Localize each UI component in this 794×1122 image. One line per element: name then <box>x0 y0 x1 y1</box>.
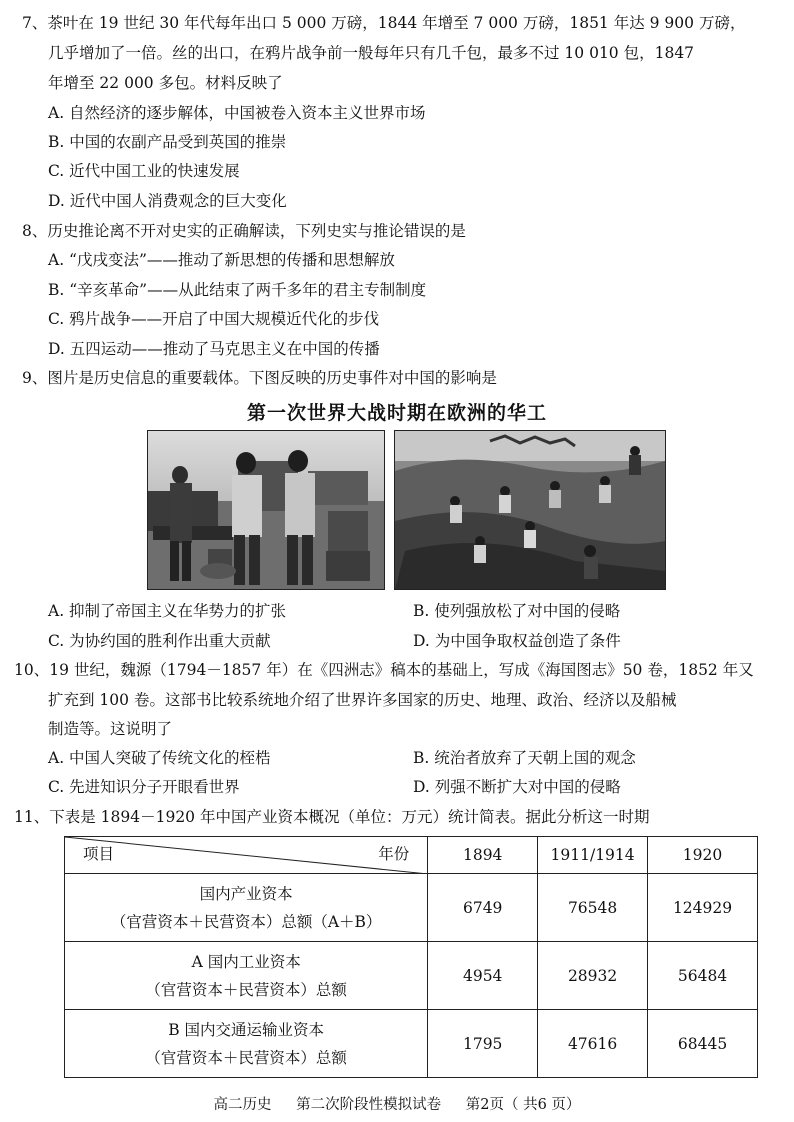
q10-stem-line-3: 制造等。这说明了 <box>48 720 173 738</box>
q8-stem: 8、历史推论离不开对史实的正确解读，下列史实与推论错误的是 <box>22 222 466 240</box>
q7-option-a: A. 自然经济的逐步解体，中国被卷入资本主义世界市场 <box>48 104 426 122</box>
q10-option-c: C. 先进知识分子开眼看世界 <box>48 778 240 796</box>
table-cell: 76548 <box>538 874 648 942</box>
row-label-line-1: 国内产业资本 <box>199 884 293 903</box>
q10-option-b: B. 统治者放弃了天朝上国的观念 <box>413 749 636 767</box>
header-year-1911-1914: 1911/1914 <box>538 837 648 874</box>
table-cell: 124929 <box>648 874 758 942</box>
header-diagonal-line <box>65 837 428 874</box>
photo-chinese-laborers-standing <box>147 430 385 590</box>
q7-stem-line-3: 年增至 22 000 多包。材料反映了 <box>48 74 283 92</box>
q8-option-b: B. “辛亥革命”——从此结束了两千多年的君主专制制度 <box>48 281 427 299</box>
row-label <box>65 1010 428 1078</box>
table-cell: 6749 <box>428 874 538 942</box>
header-year-label: 年份 <box>378 845 410 863</box>
header-item-label: 项目 <box>83 845 115 863</box>
table-row <box>65 874 758 942</box>
table-header-row <box>65 837 758 874</box>
q8-option-d: D. 五四运动——推动了马克思主义在中国的传播 <box>48 340 380 358</box>
page-footer <box>0 1093 794 1114</box>
capital-statistics-table <box>64 836 758 1078</box>
photo-digging-drawing <box>395 431 665 589</box>
q10-option-d: D. 列强不断扩大对中国的侵略 <box>413 778 621 796</box>
table-cell: 68445 <box>648 1010 758 1078</box>
picture-title: 第一次世界大战时期在欧洲的华工 <box>246 402 547 424</box>
row-label <box>65 874 428 942</box>
table-cell: 47616 <box>538 1010 648 1078</box>
table-cell: 1795 <box>428 1010 538 1078</box>
row-label-line-1: B 国内交通运输业资本 <box>168 1020 325 1039</box>
q7-option-d: D. 近代中国人消费观念的巨大变化 <box>48 192 287 210</box>
table-cell: 56484 <box>648 942 758 1010</box>
footer-page-number: 第2页（ 共6 页） <box>465 1097 581 1113</box>
header-year-1920: 1920 <box>648 837 758 874</box>
q8-option-c: C. 鸦片战争——开启了中国大规模近代化的步伐 <box>48 310 380 328</box>
q11-stem: 11、下表是 1894－1920 年中国产业资本概况（单位：万元）统计简表。据此分析这一时期 <box>14 808 650 826</box>
photo-chinese-laborers-digging <box>394 430 666 590</box>
table-row <box>65 1010 758 1078</box>
table-cell: 4954 <box>428 942 538 1010</box>
q9-stem: 9、图片是历史信息的重要载体。下图反映的历史事件对中国的影响是 <box>22 369 497 387</box>
q8-option-a: A. “戊戌变法”——推动了新思想的传播和思想解放 <box>48 251 395 269</box>
table-cell: 28932 <box>538 942 648 1010</box>
q9-option-a: A. 抑制了帝国主义在华势力的扩张 <box>48 602 287 620</box>
q7-stem-line-1: 7、茶叶在 19 世纪 30 年代每年出口 5 000 万磅，1844 年增至 7 000 万磅，1851 年达 9 900 万磅， <box>22 14 746 32</box>
footer-subject: 高二历史 <box>213 1097 272 1113</box>
q10-option-a: A. 中国人突破了传统文化的桎梏 <box>48 749 271 767</box>
q7-stem-line-2: 几乎增加了一倍。丝的出口，在鸦片战争前一般每年只有几千包，最多不过 10 010 包，1847 <box>48 44 695 62</box>
q9-option-b: B. 使列强放松了对中国的侵略 <box>413 602 621 620</box>
photo-laborers-drawing <box>148 431 384 589</box>
table-header-diagonal-cell <box>65 837 428 874</box>
q9-option-d: D. 为中国争取权益创造了条件 <box>413 632 621 650</box>
q10-stem-line-1: 10、19 世纪，魏源（1794－1857 年）在《四洲志》稿本的基础上，写成《海国图志》50 卷，1852 年又 <box>14 661 754 679</box>
q7-option-c: C. 近代中国工业的快速发展 <box>48 162 240 180</box>
row-label <box>65 942 428 1010</box>
row-label-line-1: A 国内工业资本 <box>191 952 301 971</box>
q9-option-c: C. 为协约国的胜利作出重大贡献 <box>48 632 271 650</box>
q10-stem-line-2: 扩充到 100 卷。这部书比较系统地介绍了世界许多国家的历史、地理、政治、经济以及船械 <box>48 691 677 709</box>
row-label-line-2: （官营资本＋民营资本）总额 <box>145 980 347 999</box>
row-label-line-2: （官营资本＋民营资本）总额（A＋B） <box>110 912 382 931</box>
footer-exam-name: 第二次阶段性模拟试卷 <box>296 1097 442 1113</box>
row-label-line-2: （官营资本＋民营资本）总额 <box>145 1048 347 1067</box>
header-year-1894: 1894 <box>428 837 538 874</box>
q7-option-b: B. 中国的农副产品受到英国的推崇 <box>48 133 287 151</box>
table-row <box>65 942 758 1010</box>
